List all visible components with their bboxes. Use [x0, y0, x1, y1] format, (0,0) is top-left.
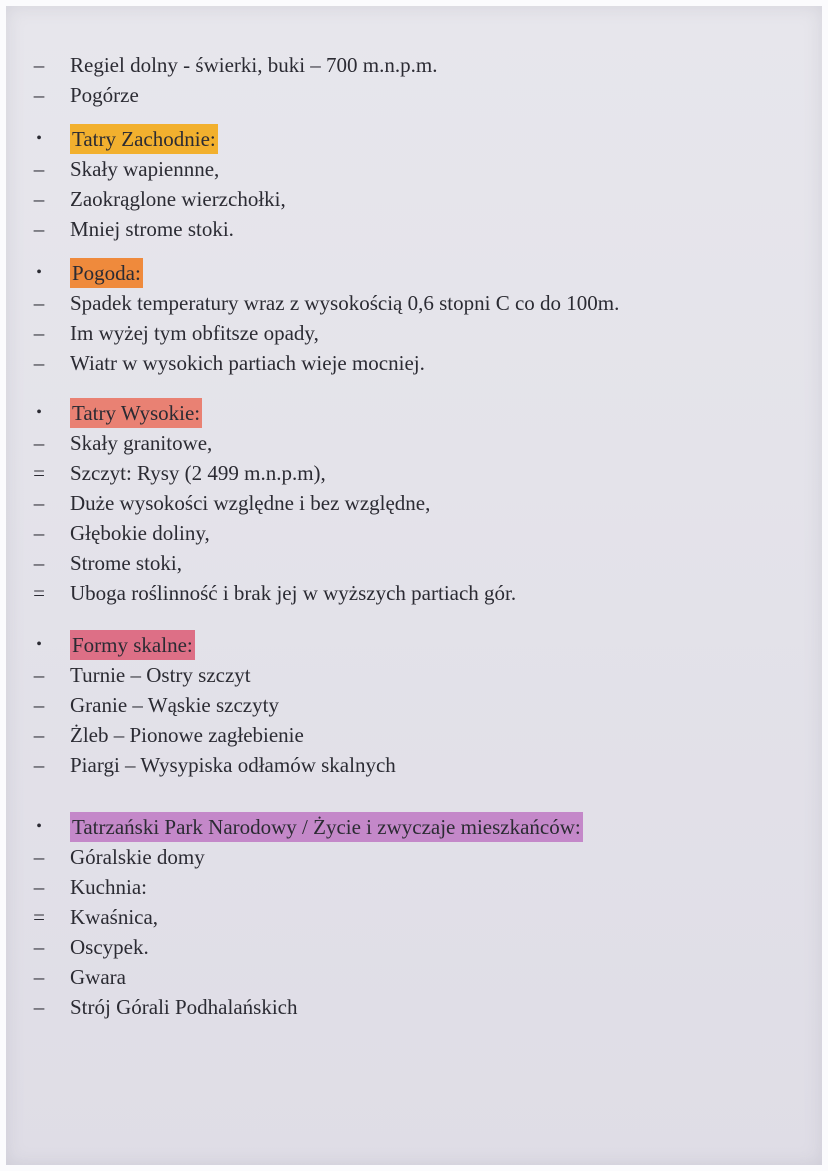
dash-marker: –	[33, 431, 45, 455]
dash-marker: –	[33, 551, 45, 575]
list-item-text: Pogórze	[70, 83, 139, 107]
list-item-text: Turnie – Ostry szczyt	[70, 663, 251, 687]
double-dash-marker: =	[33, 905, 45, 929]
document-page	[6, 6, 822, 1165]
dash-marker: –	[33, 663, 45, 687]
list-item-text: Strome stoki,	[70, 551, 183, 575]
list-item-text: Mniej strome stoki.	[70, 217, 234, 241]
section-heading: Pogoda:	[70, 258, 143, 288]
dash-marker: –	[33, 965, 45, 989]
double-dash-marker: =	[33, 461, 45, 485]
list-item-text: Szczyt: Rysy (2 499 m.n.p.m),	[70, 461, 326, 485]
list-item-text: Kwaśnica,	[70, 905, 159, 929]
double-dash-marker: =	[33, 581, 45, 605]
bullet-marker: •	[36, 818, 42, 835]
dash-marker: –	[33, 935, 45, 959]
dash-marker: –	[33, 845, 45, 869]
section-heading: Tatry Zachodnie:	[70, 124, 218, 154]
bullet-marker: •	[36, 130, 42, 147]
list-item-text: Oscypek.	[70, 935, 149, 959]
list-item-text: Wiatr w wysokich partiach wieje mocniej.	[70, 351, 425, 375]
list-item-text: Góralskie domy	[70, 845, 205, 869]
bullet-marker: •	[36, 636, 42, 653]
dash-marker: –	[33, 291, 45, 315]
list-item-text: Granie – Wąskie szczyty	[70, 693, 279, 717]
list-item-text: Piargi – Wysypiska odłamów skalnych	[70, 753, 396, 777]
dash-marker: –	[33, 875, 45, 899]
bullet-marker: •	[36, 404, 42, 421]
list-item-text: Uboga roślinność i brak jej w wyższych partiach gór.	[70, 581, 517, 605]
dash-marker: –	[33, 351, 45, 375]
dash-marker: –	[33, 491, 45, 515]
list-item-text: Im wyżej tym obfitsze opady,	[70, 321, 319, 345]
dash-marker: –	[33, 753, 45, 777]
list-item-text: Regiel dolny - świerki, buki – 700 m.n.p.m.	[70, 53, 438, 77]
list-item-text: Strój Górali Podhalańskich	[70, 995, 298, 1019]
list-item-text: Skały wapiennne,	[70, 157, 220, 181]
dash-marker: –	[33, 83, 45, 107]
section-heading: Tatrzański Park Narodowy / Życie i zwyczaje mieszkańców:	[70, 812, 583, 842]
dash-marker: –	[33, 321, 45, 345]
bullet-marker: •	[36, 264, 42, 281]
list-item-text: Głębokie doliny,	[70, 521, 210, 545]
dash-marker: –	[33, 187, 45, 211]
list-item-text: Kuchnia:	[70, 875, 147, 899]
dash-marker: –	[33, 521, 45, 545]
dash-marker: –	[33, 723, 45, 747]
section-heading: Tatry Wysokie:	[70, 398, 202, 428]
dash-marker: –	[33, 693, 45, 717]
section-heading: Formy skalne:	[70, 630, 195, 660]
list-item-text: Skały granitowe,	[70, 431, 213, 455]
list-item-text: Spadek temperatury wraz z wysokością 0,6 stopni C co do 100m.	[70, 291, 620, 315]
dash-marker: –	[33, 995, 45, 1019]
list-item-text: Duże wysokości względne i bez względne,	[70, 491, 431, 515]
dash-marker: –	[33, 157, 45, 181]
list-item-text: Gwara	[70, 965, 126, 989]
list-item-text: Żleb – Pionowe zagłebienie	[70, 723, 304, 747]
dash-marker: –	[33, 217, 45, 241]
dash-marker: –	[33, 53, 45, 77]
list-item-text: Zaokrąglone wierzchołki,	[70, 187, 286, 211]
